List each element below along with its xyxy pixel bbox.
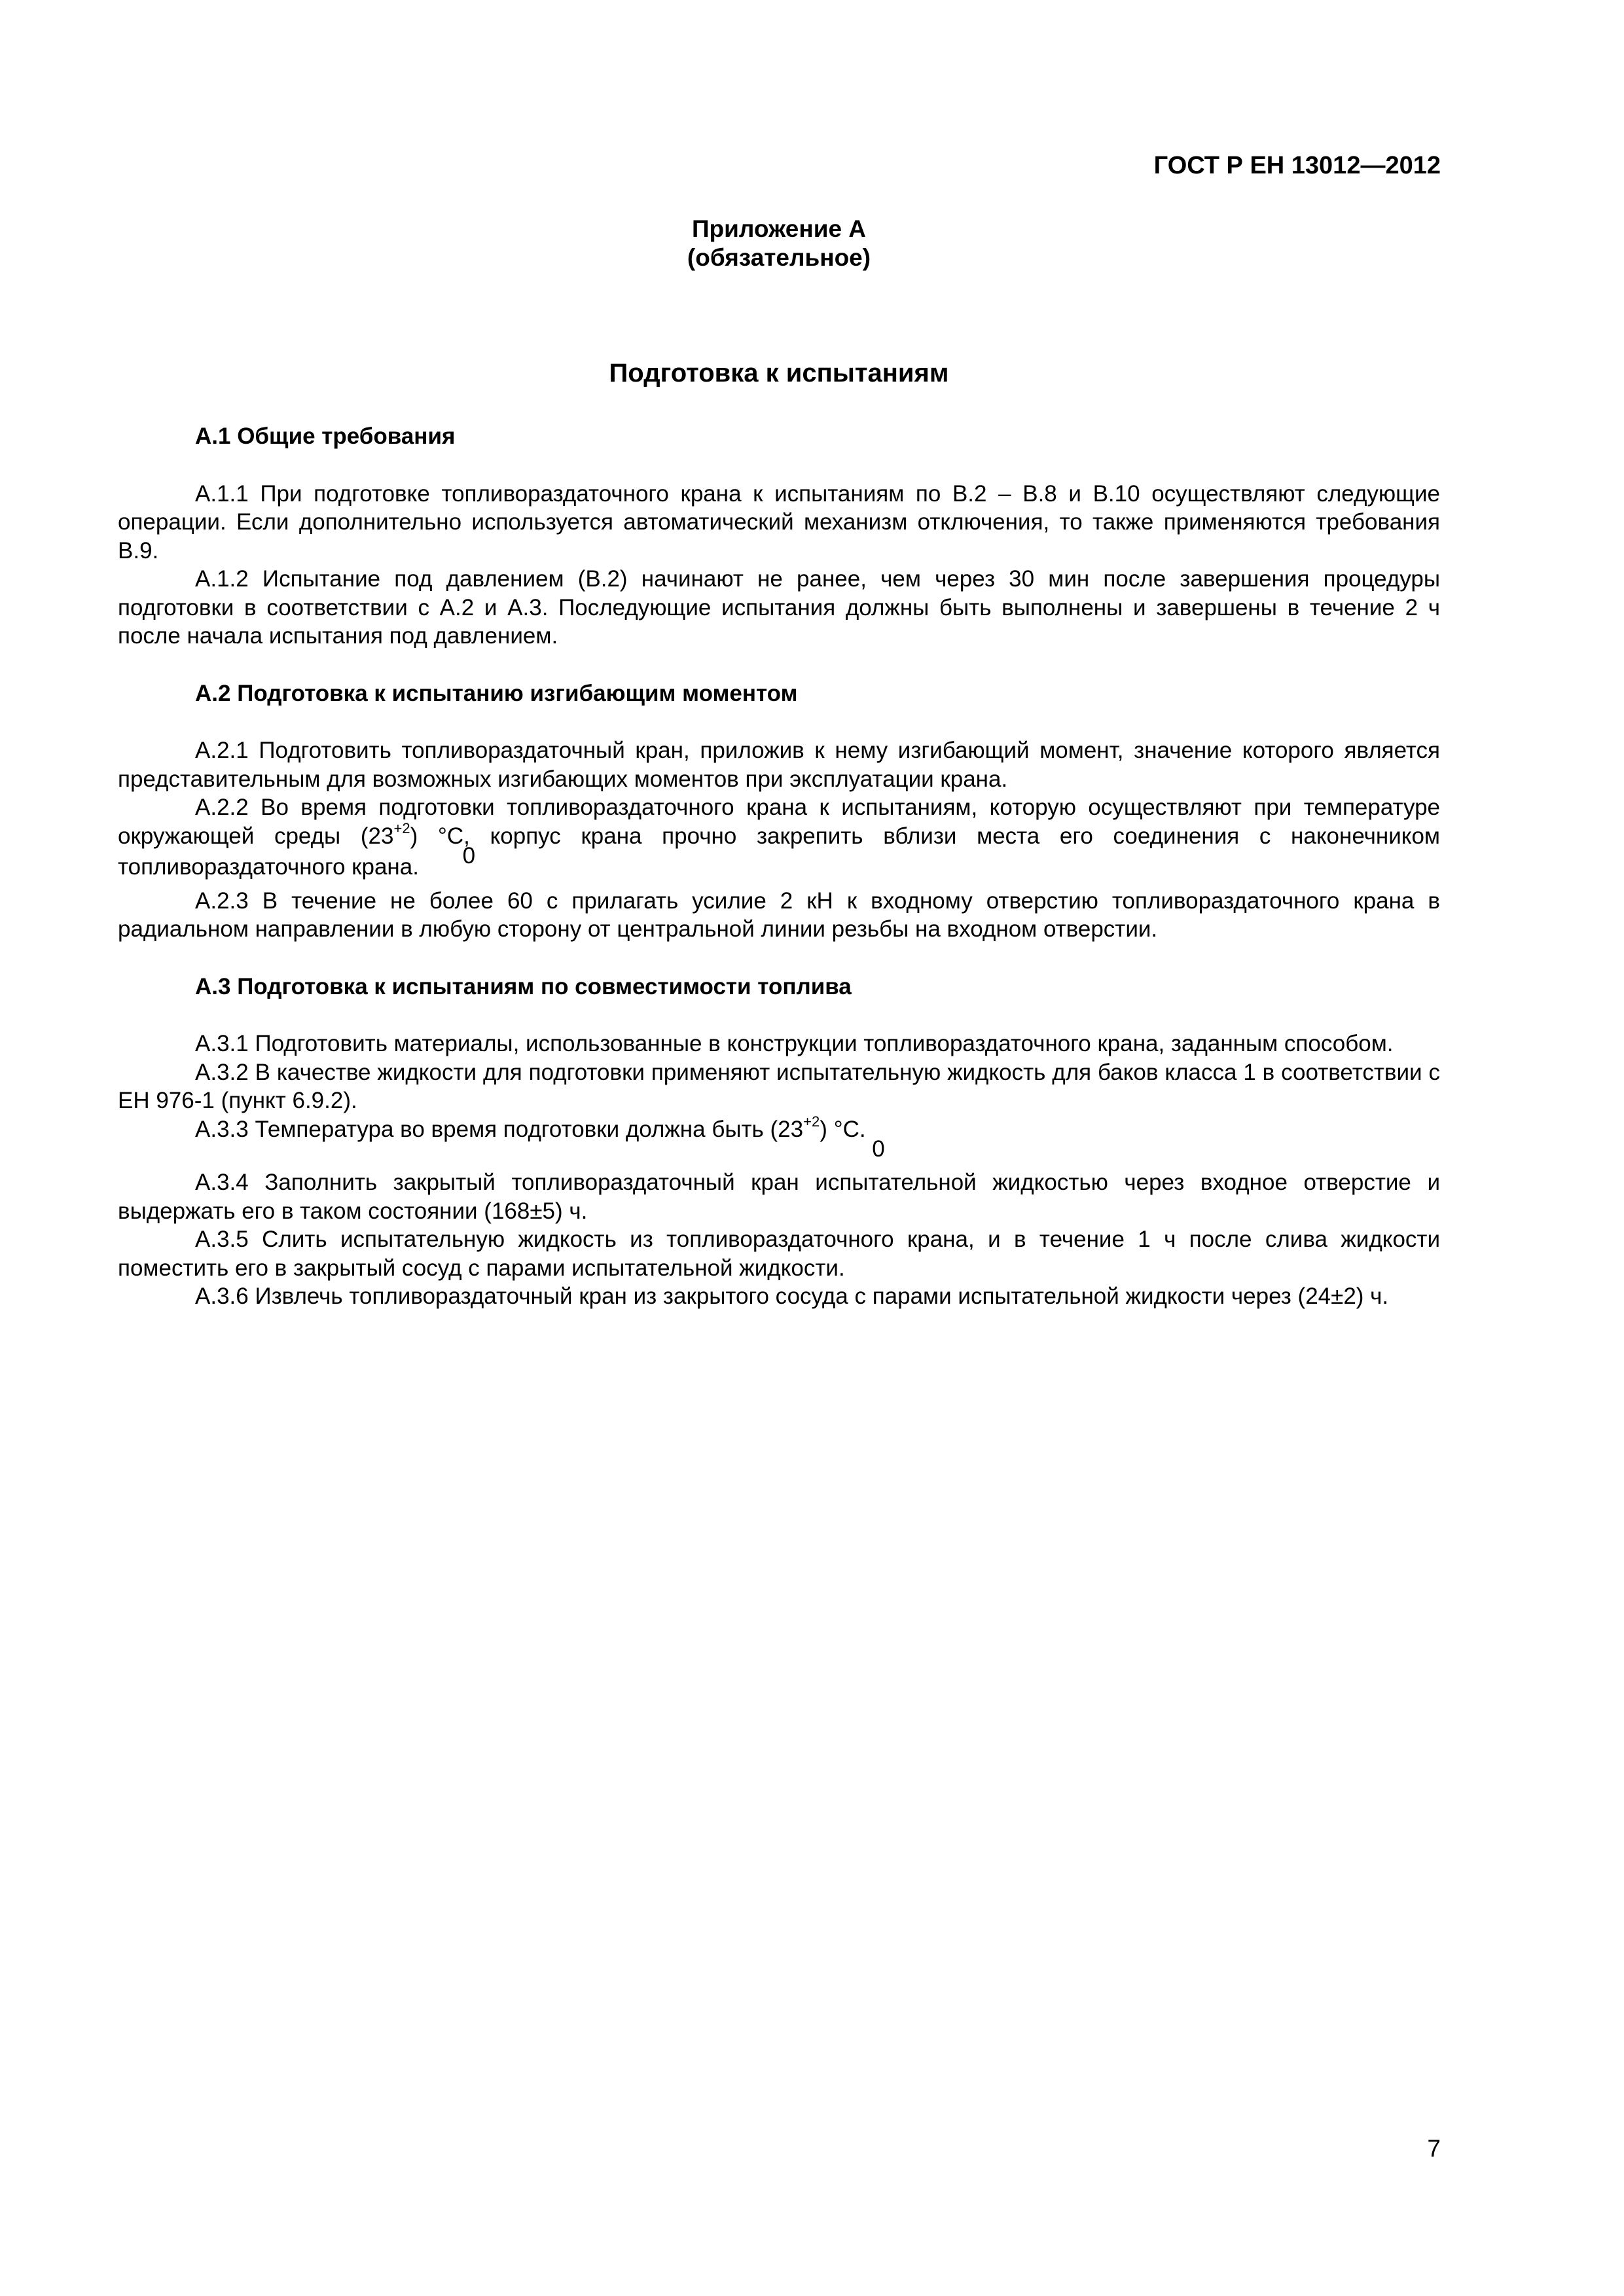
annex-title: Приложение А bbox=[691, 215, 867, 242]
paragraph-a1-1: А.1.1 При подготовке топливораздаточного крана к испытаниям по В.2 – В.8 и В.10 осуществляют следующие операции. Если дополнительно используется автоматический механизм отключения, то также применяются требования В.9. bbox=[118, 480, 1440, 564]
document-number: ГОСТ Р ЕН 13012—2012 bbox=[1153, 152, 1441, 179]
paragraph-a3-3-text-start: А.3.3 Температура во время подготовки должна быть (23 bbox=[195, 1116, 804, 1142]
paragraph-a3-6: А.3.6 Извлечь топливораздаточный кран из закрытого сосуда с парами испытательной жидкости через (24±2) ч. bbox=[195, 1283, 1389, 1309]
paragraph-a1-2: А.1.2 Испытание под давлением (В.2) начинают не ранее, чем через 30 мин после завершения процедуры подготовки в соответствии с А.2 и А.3. Последующие испытания должны быть выполнены и завершены в течение 2 ч после начала испытания под давлением. bbox=[118, 566, 1440, 649]
tolerance-superscript: +2 bbox=[393, 819, 410, 836]
page-number: 7 bbox=[1427, 2135, 1441, 2162]
paragraph-a3-4: А.3.4 Заполнить закрытый топливораздаточный кран испытательной жидкостью через входное отверстие и выдержать его в таком состоянии (168±5) ч. bbox=[118, 1170, 1440, 1224]
paragraph-a3-3-text-end: ) °С. bbox=[820, 1116, 866, 1142]
paragraph-a3-3: А.3.3 Температура во время подготовки должна быть $(23^{+2}0)$ °С. bbox=[195, 1113, 885, 1162]
heading-a1: А.1 Общие требования bbox=[195, 423, 456, 449]
paragraph-a3-1: А.3.1 Подготовить материалы, использованные в конструкции топливораздаточного крана, заданным способом. bbox=[195, 1031, 1394, 1056]
annex-status: (обязательное) bbox=[687, 244, 871, 271]
paragraph-a2-2: А.2.2 Во время подготовки топливораздаточного крана к испытаниям, которую осуществляют при температуре окружающей среды $(23^{+2}0)$ °С, корпус крана прочно закрепить вблизи места его соединения с наконечником топливораздаточного крана. bbox=[118, 795, 1440, 880]
paragraph-a2-2-text-start: А.2.2 Во время подготовки топливораздаточного крана к испытаниям, которую осуществляют при температуре окружающей среды (23 bbox=[118, 795, 1440, 849]
document-body bbox=[118, 422, 1440, 1311]
annex-block bbox=[0, 215, 1558, 272]
heading-a3: А.3 Подготовка к испытаниям по совместимости топлива bbox=[195, 973, 852, 999]
paragraph-a2-1: А.2.1 Подготовить топливораздаточный кран, приложив к нему изгибающий момент, значение которого является представительным для возможных изгибающих моментов при эксплуатации крана. bbox=[118, 738, 1440, 792]
paragraph-a3-5: А.3.5 Слить испытательную жидкость из топливораздаточного крана, и в течение 1 ч после слива жидкости поместить его в закрытый сосуд с парами испытательной жидкости. bbox=[118, 1227, 1440, 1281]
paragraph-a3-2: А.3.2 В качестве жидкости для подготовки применяют испытательную жидкость для баков класса 1 в соответствии с ЕН 976-1 (пункт 6.9.2). bbox=[118, 1059, 1440, 1113]
paragraph-a2-2-text-end: ) °С, корпус крана прочно закрепить вблизи места его соединения с наконечником топливораздаточного крана. bbox=[118, 823, 1440, 880]
heading-a2: А.2 Подготовка к испытанию изгибающим моментом bbox=[195, 680, 798, 706]
section-title: Подготовка к испытаниям bbox=[609, 359, 949, 387]
tolerance-superscript: +2 bbox=[803, 1113, 820, 1130]
paragraph-a2-3: А.2.3 В течение не более 60 с прилагать усилие 2 кН к входному отверстию топливораздаточного крана в радиальном направлении в любую сторону от центральной линии резьбы на входном отверстии. bbox=[118, 888, 1440, 942]
